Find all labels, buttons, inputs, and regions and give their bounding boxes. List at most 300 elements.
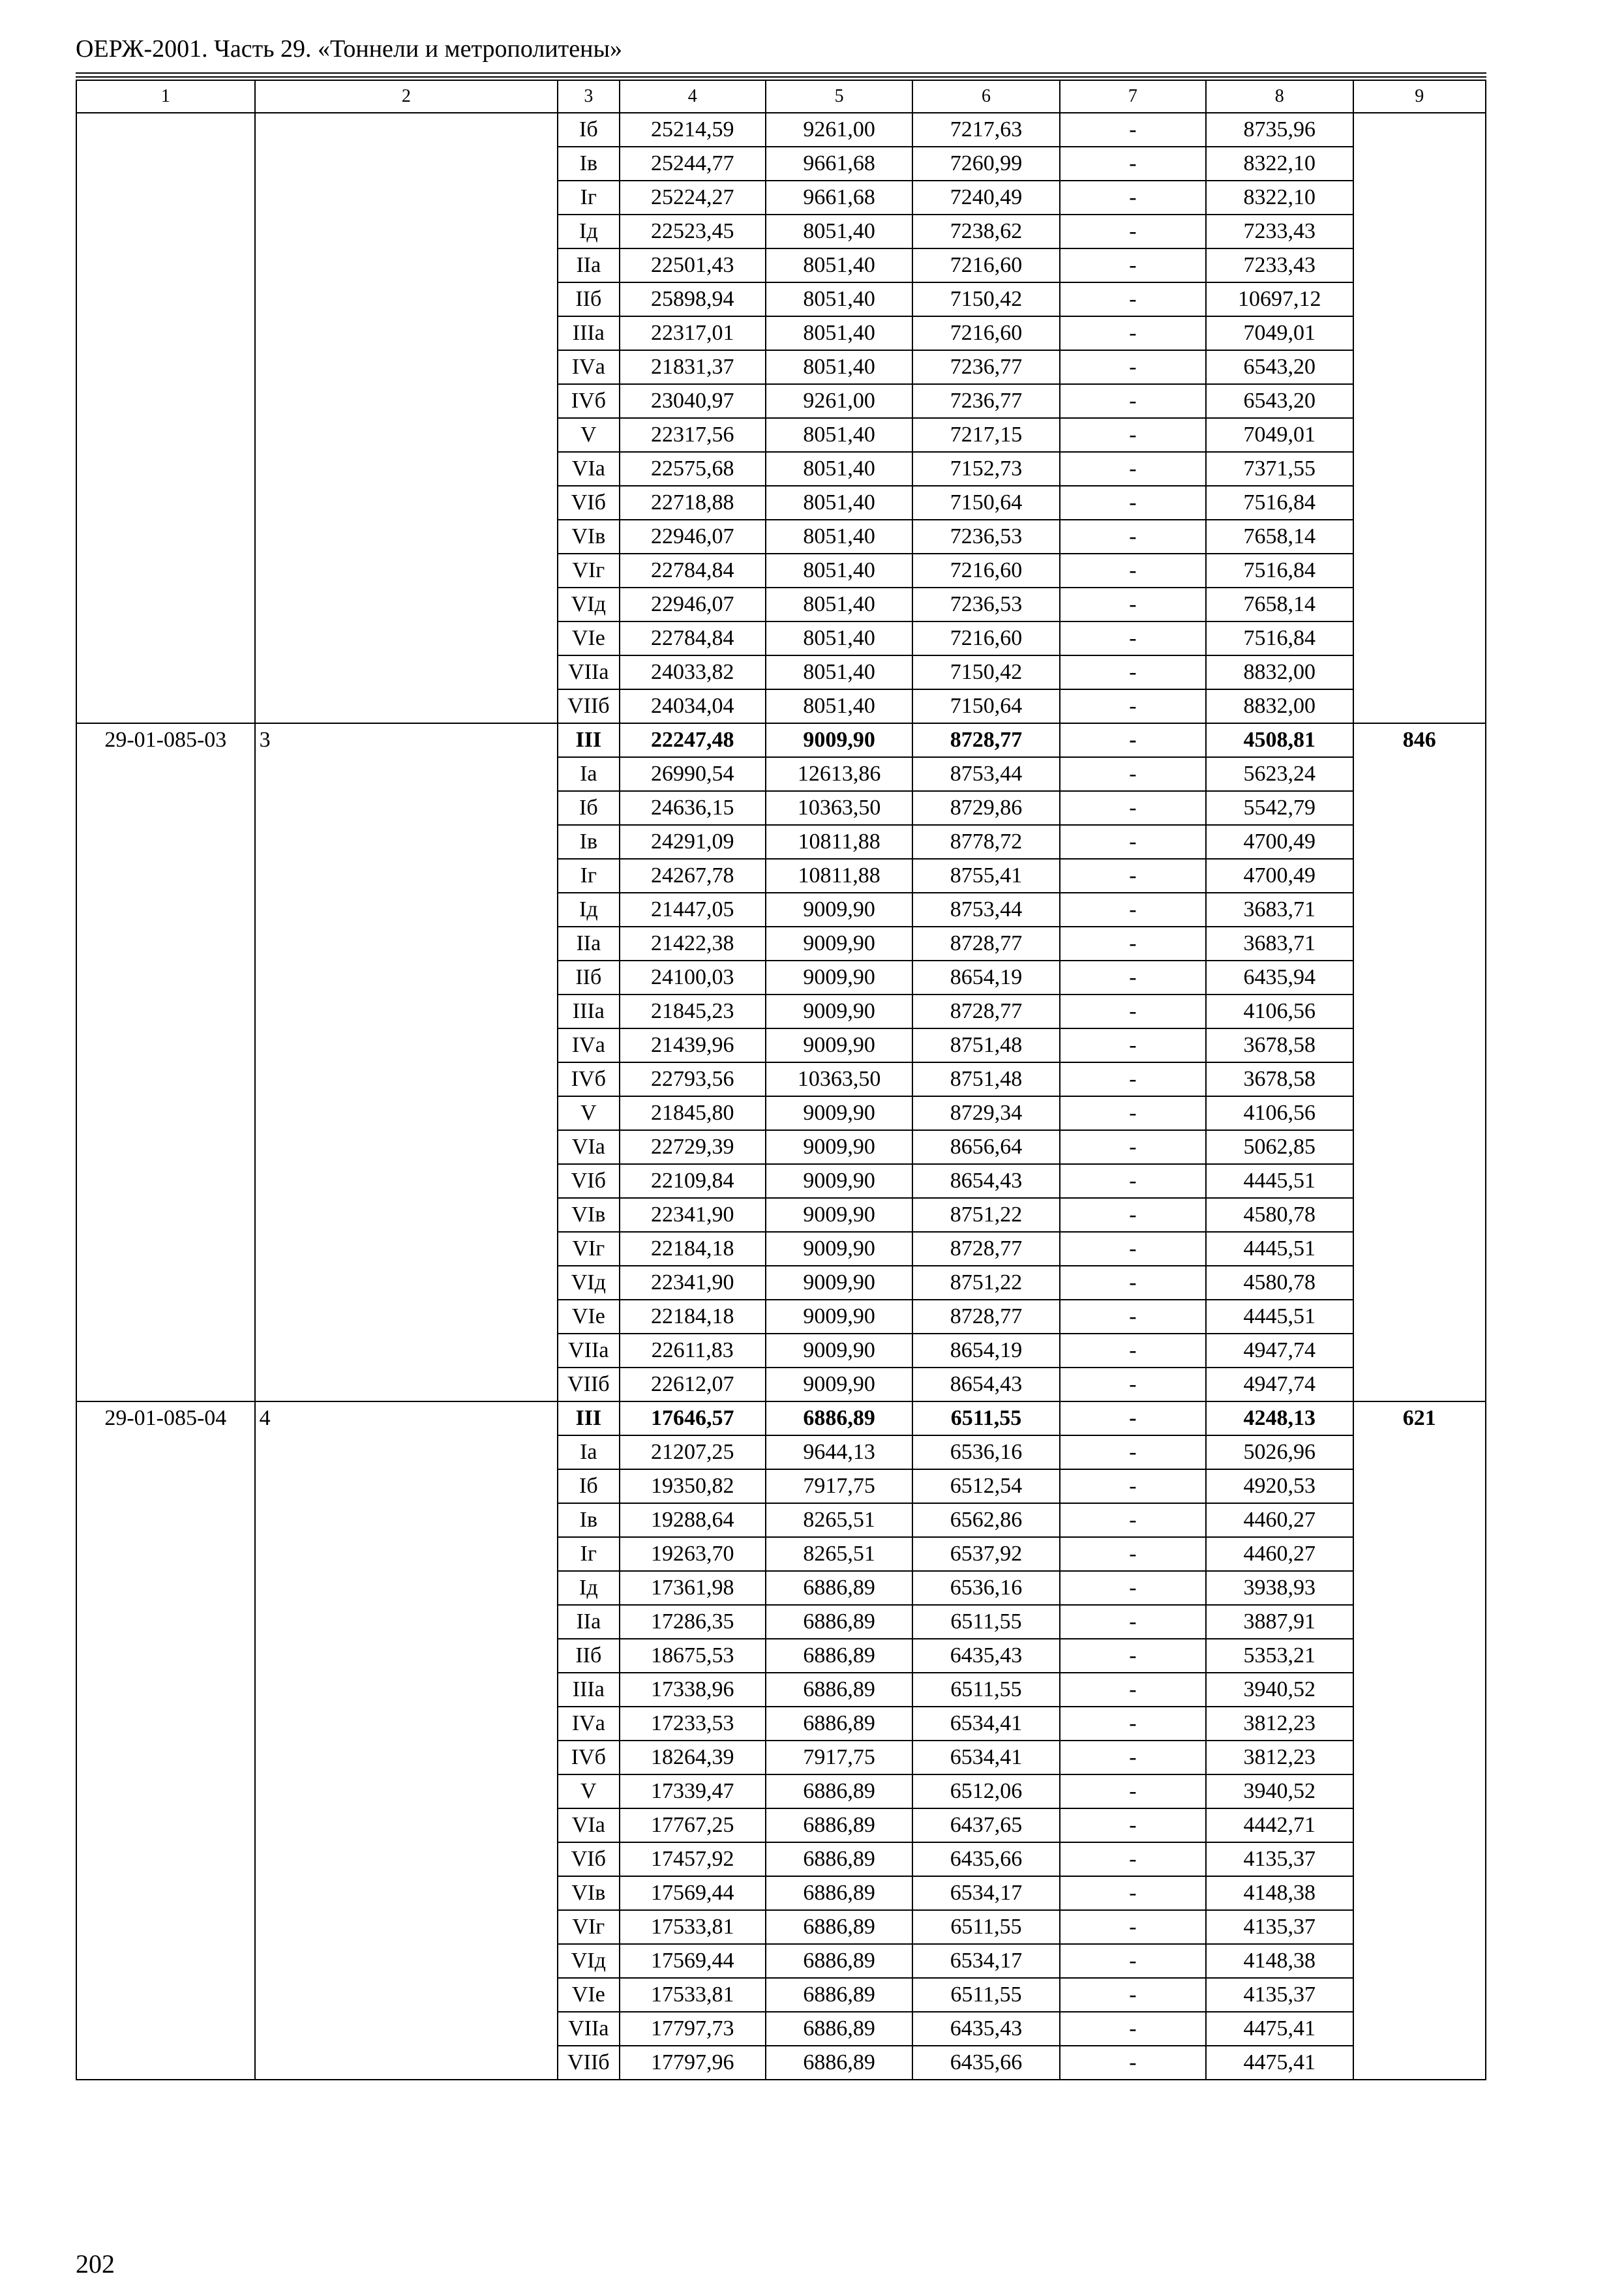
col-5-value: 6886,89 <box>766 1571 912 1605</box>
col-6-value: 8751,48 <box>912 1028 1059 1062</box>
col-4-value: 22184,18 <box>620 1300 766 1334</box>
col-8-value: 8322,10 <box>1206 181 1353 215</box>
col-6-value: 8751,22 <box>912 1198 1059 1232</box>
col-7-value: - <box>1060 757 1206 791</box>
col-8-value: 4445,51 <box>1206 1232 1353 1266</box>
col-8-value: 7371,55 <box>1206 452 1353 486</box>
col-6-value: 6536,16 <box>912 1435 1059 1469</box>
col-4-value: 17569,44 <box>620 1876 766 1910</box>
col-8-value: 4947,74 <box>1206 1334 1353 1368</box>
col-7-value: - <box>1060 723 1206 757</box>
page-number: 202 <box>76 2249 115 2279</box>
column-header-3: 3 <box>558 80 619 113</box>
col-8-value: 3683,71 <box>1206 927 1353 961</box>
category: VIа <box>558 452 619 486</box>
col-8-value: 5542,79 <box>1206 791 1353 825</box>
col-7-value: - <box>1060 1130 1206 1164</box>
col-6-value: 6435,66 <box>912 1842 1059 1876</box>
category: VIг <box>558 1910 619 1944</box>
col-7-value: - <box>1060 1978 1206 2012</box>
col-4-value: 22523,45 <box>620 215 766 248</box>
col-6-value: 8751,48 <box>912 1062 1059 1096</box>
col-7-value: - <box>1060 1334 1206 1368</box>
col-4-value: 22793,56 <box>620 1062 766 1096</box>
col-4-value: 21422,38 <box>620 927 766 961</box>
category: V <box>558 1096 619 1130</box>
col-4-value: 17457,92 <box>620 1842 766 1876</box>
col-6-value: 7236,53 <box>912 520 1059 554</box>
col-6-value: 7150,64 <box>912 486 1059 520</box>
col-8-value: 8832,00 <box>1206 655 1353 689</box>
col-7-value: - <box>1060 418 1206 452</box>
page-header: ОЕРЖ-2001. Часть 29. «Тоннели и метрополитены» <box>76 35 623 63</box>
col-6-value: 6562,86 <box>912 1503 1059 1537</box>
col-8-value: 4248,13 <box>1206 1401 1353 1435</box>
col-4-value: 22575,68 <box>620 452 766 486</box>
col-8-value: 4148,38 <box>1206 1876 1353 1910</box>
column-header-8: 8 <box>1206 80 1353 113</box>
category: Iа <box>558 757 619 791</box>
col-5-value: 9009,90 <box>766 1300 912 1334</box>
category: VIIб <box>558 1368 619 1401</box>
col-8-value: 4508,81 <box>1206 723 1353 757</box>
col-4-value: 22109,84 <box>620 1164 766 1198</box>
col-5-value: 6886,89 <box>766 1978 912 2012</box>
col-5-value: 6886,89 <box>766 1842 912 1876</box>
col-7-value: - <box>1060 147 1206 181</box>
category: Iб <box>558 113 619 147</box>
col-6-value: 7236,77 <box>912 384 1059 418</box>
category: VIд <box>558 1944 619 1978</box>
col-7-value: - <box>1060 961 1206 995</box>
col-4-value: 25244,77 <box>620 147 766 181</box>
col-6-value: 7216,60 <box>912 554 1059 588</box>
col-4-value: 17533,81 <box>620 1978 766 2012</box>
col-7-value: - <box>1060 621 1206 655</box>
col-6-value: 8654,19 <box>912 961 1059 995</box>
category: IIIа <box>558 995 619 1028</box>
col-6-value: 6512,06 <box>912 1774 1059 1808</box>
col-4-value: 22501,43 <box>620 248 766 282</box>
category: VIа <box>558 1808 619 1842</box>
col-6-value: 7236,53 <box>912 588 1059 621</box>
col-4-value: 24033,82 <box>620 655 766 689</box>
col-6-value: 8728,77 <box>912 1232 1059 1266</box>
table-row <box>76 1401 1486 1435</box>
col-7-value: - <box>1060 1673 1206 1707</box>
col-8-value: 5026,96 <box>1206 1435 1353 1469</box>
col-4-value: 23040,97 <box>620 384 766 418</box>
col-5-value: 9009,90 <box>766 1198 912 1232</box>
col-7-value: - <box>1060 1808 1206 1842</box>
col-5-value: 9009,90 <box>766 995 912 1028</box>
column-header-1: 1 <box>76 80 255 113</box>
col-8-value: 6543,20 <box>1206 350 1353 384</box>
col-4-value: 21831,37 <box>620 350 766 384</box>
table-row <box>76 723 1486 757</box>
col-6-value: 8755,41 <box>912 859 1059 893</box>
col-6-value: 7150,42 <box>912 282 1059 316</box>
col-5-value: 7917,75 <box>766 1469 912 1503</box>
col-6-value: 6534,41 <box>912 1741 1059 1774</box>
col-5-value: 9009,90 <box>766 1096 912 1130</box>
col-5-value: 6886,89 <box>766 1808 912 1842</box>
col-4-value: 21439,96 <box>620 1028 766 1062</box>
category: IVб <box>558 1062 619 1096</box>
col-4-value: 17361,98 <box>620 1571 766 1605</box>
col-7-value: - <box>1060 1876 1206 1910</box>
col-8-value: 4475,41 <box>1206 2012 1353 2046</box>
col-5-value: 9009,90 <box>766 927 912 961</box>
category: VIIб <box>558 2046 619 2080</box>
col-6-value: 8778,72 <box>912 825 1059 859</box>
category: VIв <box>558 1876 619 1910</box>
col-8-value: 7233,43 <box>1206 215 1353 248</box>
col-6-value: 6534,17 <box>912 1876 1059 1910</box>
col-5-value: 6886,89 <box>766 2012 912 2046</box>
col-8-value: 5623,24 <box>1206 757 1353 791</box>
col-6-value: 8728,77 <box>912 1300 1059 1334</box>
col-7-value: - <box>1060 1910 1206 1944</box>
col-8-value: 4148,38 <box>1206 1944 1353 1978</box>
col-4-value: 17646,57 <box>620 1401 766 1435</box>
col-5-value: 8051,40 <box>766 655 912 689</box>
col-8-value: 6435,94 <box>1206 961 1353 995</box>
col-6-value: 6534,41 <box>912 1707 1059 1741</box>
col-7-value: - <box>1060 248 1206 282</box>
col-5-value: 10811,88 <box>766 825 912 859</box>
category: VIв <box>558 1198 619 1232</box>
col-8-value: 7658,14 <box>1206 520 1353 554</box>
category: III <box>558 723 619 757</box>
category: VIе <box>558 1300 619 1334</box>
col-6-value: 6511,55 <box>912 1910 1059 1944</box>
category: Iв <box>558 825 619 859</box>
col-6-value: 6511,55 <box>912 1605 1059 1639</box>
col-6-value: 6512,54 <box>912 1469 1059 1503</box>
col-4-value: 22184,18 <box>620 1232 766 1266</box>
row-code: 29-01-085-03 <box>76 723 255 1401</box>
column-header-row <box>76 80 1486 113</box>
category: IIб <box>558 282 619 316</box>
col-6-value: 6435,43 <box>912 1639 1059 1673</box>
col-4-value: 17286,35 <box>620 1605 766 1639</box>
category: VIе <box>558 1978 619 2012</box>
col-6-value: 7216,60 <box>912 248 1059 282</box>
col-7-value: - <box>1060 1368 1206 1401</box>
column-header-7: 7 <box>1060 80 1206 113</box>
col-7-value: - <box>1060 1401 1206 1435</box>
col-8-value: 7049,01 <box>1206 316 1353 350</box>
col-4-value: 21447,05 <box>620 893 766 927</box>
category: V <box>558 418 619 452</box>
col-6-value: 6435,43 <box>912 2012 1059 2046</box>
col-8-value: 7516,84 <box>1206 621 1353 655</box>
col-5-value: 6886,89 <box>766 1639 912 1673</box>
col-5-value: 10363,50 <box>766 791 912 825</box>
col-7-value: - <box>1060 791 1206 825</box>
row-total <box>1353 113 1486 723</box>
col-8-value: 7658,14 <box>1206 588 1353 621</box>
col-7-value: - <box>1060 1469 1206 1503</box>
col-5-value: 6886,89 <box>766 1673 912 1707</box>
col-7-value: - <box>1060 689 1206 723</box>
col-8-value: 4135,37 <box>1206 1978 1353 2012</box>
col-4-value: 19350,82 <box>620 1469 766 1503</box>
col-5-value: 10811,88 <box>766 859 912 893</box>
col-4-value: 17797,96 <box>620 2046 766 2080</box>
col-5-value: 8051,40 <box>766 486 912 520</box>
col-7-value: - <box>1060 316 1206 350</box>
col-4-value: 22317,01 <box>620 316 766 350</box>
category: IVа <box>558 1707 619 1741</box>
col-7-value: - <box>1060 452 1206 486</box>
col-6-value: 8656,64 <box>912 1130 1059 1164</box>
col-8-value: 8832,00 <box>1206 689 1353 723</box>
col-7-value: - <box>1060 1266 1206 1300</box>
col-4-value: 22784,84 <box>620 621 766 655</box>
col-4-value: 19288,64 <box>620 1503 766 1537</box>
category: IIб <box>558 1639 619 1673</box>
col-5-value: 8051,40 <box>766 520 912 554</box>
col-5-value: 9661,68 <box>766 181 912 215</box>
col-4-value: 22784,84 <box>620 554 766 588</box>
col-8-value: 3938,93 <box>1206 1571 1353 1605</box>
row-number: 3 <box>255 723 558 1401</box>
col-7-value: - <box>1060 1232 1206 1266</box>
col-6-value: 6511,55 <box>912 1978 1059 2012</box>
header-double-rule <box>76 72 1486 78</box>
category: VIIа <box>558 655 619 689</box>
category: Iг <box>558 859 619 893</box>
col-4-value: 22946,07 <box>620 520 766 554</box>
category: IIб <box>558 961 619 995</box>
category: III <box>558 1401 619 1435</box>
col-4-value: 17797,73 <box>620 2012 766 2046</box>
category: IIIа <box>558 316 619 350</box>
col-4-value: 17569,44 <box>620 1944 766 1978</box>
col-4-value: 24100,03 <box>620 961 766 995</box>
row-total: 846 <box>1353 723 1486 1401</box>
col-7-value: - <box>1060 1435 1206 1469</box>
col-5-value: 8051,40 <box>766 554 912 588</box>
category: Iв <box>558 147 619 181</box>
column-header-2: 2 <box>255 80 558 113</box>
col-4-value: 22611,83 <box>620 1334 766 1368</box>
col-5-value: 9009,90 <box>766 723 912 757</box>
col-8-value: 3812,23 <box>1206 1741 1353 1774</box>
col-7-value: - <box>1060 384 1206 418</box>
col-4-value: 21845,23 <box>620 995 766 1028</box>
col-6-value: 8654,43 <box>912 1164 1059 1198</box>
category: IVб <box>558 384 619 418</box>
table-row <box>76 113 1486 147</box>
col-5-value: 6886,89 <box>766 1910 912 1944</box>
col-4-value: 22341,90 <box>620 1198 766 1232</box>
col-6-value: 7217,15 <box>912 418 1059 452</box>
col-8-value: 7233,43 <box>1206 248 1353 282</box>
category: VIг <box>558 554 619 588</box>
column-header-4: 4 <box>620 80 766 113</box>
col-6-value: 7216,60 <box>912 316 1059 350</box>
category: Iд <box>558 1571 619 1605</box>
col-6-value: 7150,42 <box>912 655 1059 689</box>
col-8-value: 4135,37 <box>1206 1842 1353 1876</box>
col-8-value: 4445,51 <box>1206 1164 1353 1198</box>
row-total: 621 <box>1353 1401 1486 2080</box>
col-8-value: 4700,49 <box>1206 859 1353 893</box>
col-8-value: 8322,10 <box>1206 147 1353 181</box>
col-4-value: 21207,25 <box>620 1435 766 1469</box>
col-7-value: - <box>1060 1741 1206 1774</box>
category: Iг <box>558 1537 619 1571</box>
category: Iа <box>558 1435 619 1469</box>
col-4-value: 22317,56 <box>620 418 766 452</box>
col-4-value: 22247,48 <box>620 723 766 757</box>
row-number <box>255 113 558 723</box>
col-5-value: 9661,68 <box>766 147 912 181</box>
category: VIб <box>558 486 619 520</box>
col-7-value: - <box>1060 1537 1206 1571</box>
col-7-value: - <box>1060 1503 1206 1537</box>
col-7-value: - <box>1060 859 1206 893</box>
col-4-value: 21845,80 <box>620 1096 766 1130</box>
col-6-value: 7150,64 <box>912 689 1059 723</box>
col-6-value: 6511,55 <box>912 1401 1059 1435</box>
category: V <box>558 1774 619 1808</box>
col-8-value: 4445,51 <box>1206 1300 1353 1334</box>
col-7-value: - <box>1060 1774 1206 1808</box>
col-8-value: 4580,78 <box>1206 1198 1353 1232</box>
col-4-value: 17233,53 <box>620 1707 766 1741</box>
col-4-value: 17339,47 <box>620 1774 766 1808</box>
col-6-value: 8654,19 <box>912 1334 1059 1368</box>
col-5-value: 9261,00 <box>766 384 912 418</box>
col-5-value: 9009,90 <box>766 893 912 927</box>
category: IIIа <box>558 1673 619 1707</box>
col-5-value: 8051,40 <box>766 689 912 723</box>
col-5-value: 10363,50 <box>766 1062 912 1096</box>
col-4-value: 19263,70 <box>620 1537 766 1571</box>
col-7-value: - <box>1060 1164 1206 1198</box>
col-5-value: 6886,89 <box>766 1876 912 1910</box>
col-4-value: 24636,15 <box>620 791 766 825</box>
column-header-6: 6 <box>912 80 1059 113</box>
col-5-value: 6886,89 <box>766 1707 912 1741</box>
category: VIа <box>558 1130 619 1164</box>
category: IVа <box>558 1028 619 1062</box>
col-8-value: 4460,27 <box>1206 1503 1353 1537</box>
col-5-value: 8051,40 <box>766 215 912 248</box>
category: VIIа <box>558 1334 619 1368</box>
col-5-value: 8051,40 <box>766 316 912 350</box>
col-8-value: 6543,20 <box>1206 384 1353 418</box>
col-5-value: 6886,89 <box>766 2046 912 2080</box>
col-6-value: 6437,65 <box>912 1808 1059 1842</box>
col-6-value: 8728,77 <box>912 927 1059 961</box>
col-8-value: 4106,56 <box>1206 1096 1353 1130</box>
col-8-value: 5062,85 <box>1206 1130 1353 1164</box>
row-number: 4 <box>255 1401 558 2080</box>
col-6-value: 6534,17 <box>912 1944 1059 1978</box>
col-8-value: 4580,78 <box>1206 1266 1353 1300</box>
col-6-value: 6511,55 <box>912 1673 1059 1707</box>
col-7-value: - <box>1060 1096 1206 1130</box>
col-7-value: - <box>1060 1198 1206 1232</box>
col-7-value: - <box>1060 181 1206 215</box>
col-6-value: 7260,99 <box>912 147 1059 181</box>
col-5-value: 6886,89 <box>766 1401 912 1435</box>
col-6-value: 7236,77 <box>912 350 1059 384</box>
col-4-value: 22612,07 <box>620 1368 766 1401</box>
col-4-value: 17533,81 <box>620 1910 766 1944</box>
row-code <box>76 113 255 723</box>
col-4-value: 18675,53 <box>620 1639 766 1673</box>
col-7-value: - <box>1060 520 1206 554</box>
row-code: 29-01-085-04 <box>76 1401 255 2080</box>
col-8-value: 3683,71 <box>1206 893 1353 927</box>
category: VIIа <box>558 2012 619 2046</box>
col-8-value: 4442,71 <box>1206 1808 1353 1842</box>
col-8-value: 3940,52 <box>1206 1673 1353 1707</box>
col-5-value: 9009,90 <box>766 1334 912 1368</box>
col-7-value: - <box>1060 995 1206 1028</box>
col-8-value: 3678,58 <box>1206 1062 1353 1096</box>
category: VIд <box>558 588 619 621</box>
col-5-value: 9009,90 <box>766 1232 912 1266</box>
col-4-value: 26990,54 <box>620 757 766 791</box>
category: IVа <box>558 350 619 384</box>
price-table <box>76 80 1486 2080</box>
category: Iб <box>558 1469 619 1503</box>
category: IIа <box>558 1605 619 1639</box>
category: VIIб <box>558 689 619 723</box>
col-4-value: 24034,04 <box>620 689 766 723</box>
category: Iд <box>558 893 619 927</box>
category: VIд <box>558 1266 619 1300</box>
col-6-value: 6537,92 <box>912 1537 1059 1571</box>
col-5-value: 8051,40 <box>766 248 912 282</box>
col-7-value: - <box>1060 1639 1206 1673</box>
col-8-value: 3812,23 <box>1206 1707 1353 1741</box>
col-7-value: - <box>1060 2046 1206 2080</box>
category: VIв <box>558 520 619 554</box>
col-6-value: 8654,43 <box>912 1368 1059 1401</box>
col-4-value: 22946,07 <box>620 588 766 621</box>
category: VIг <box>558 1232 619 1266</box>
col-5-value: 8265,51 <box>766 1537 912 1571</box>
col-8-value: 5353,21 <box>1206 1639 1353 1673</box>
col-6-value: 8729,34 <box>912 1096 1059 1130</box>
col-7-value: - <box>1060 1571 1206 1605</box>
col-8-value: 4920,53 <box>1206 1469 1353 1503</box>
col-7-value: - <box>1060 486 1206 520</box>
col-5-value: 9009,90 <box>766 1028 912 1062</box>
col-7-value: - <box>1060 1062 1206 1096</box>
col-8-value: 4135,37 <box>1206 1910 1353 1944</box>
col-4-value: 24267,78 <box>620 859 766 893</box>
category: Iб <box>558 791 619 825</box>
col-8-value: 4947,74 <box>1206 1368 1353 1401</box>
col-4-value: 22729,39 <box>620 1130 766 1164</box>
col-7-value: - <box>1060 1944 1206 1978</box>
col-8-value: 7049,01 <box>1206 418 1353 452</box>
col-5-value: 6886,89 <box>766 1605 912 1639</box>
col-7-value: - <box>1060 655 1206 689</box>
col-7-value: - <box>1060 554 1206 588</box>
category: IIа <box>558 248 619 282</box>
col-8-value: 4460,27 <box>1206 1537 1353 1571</box>
